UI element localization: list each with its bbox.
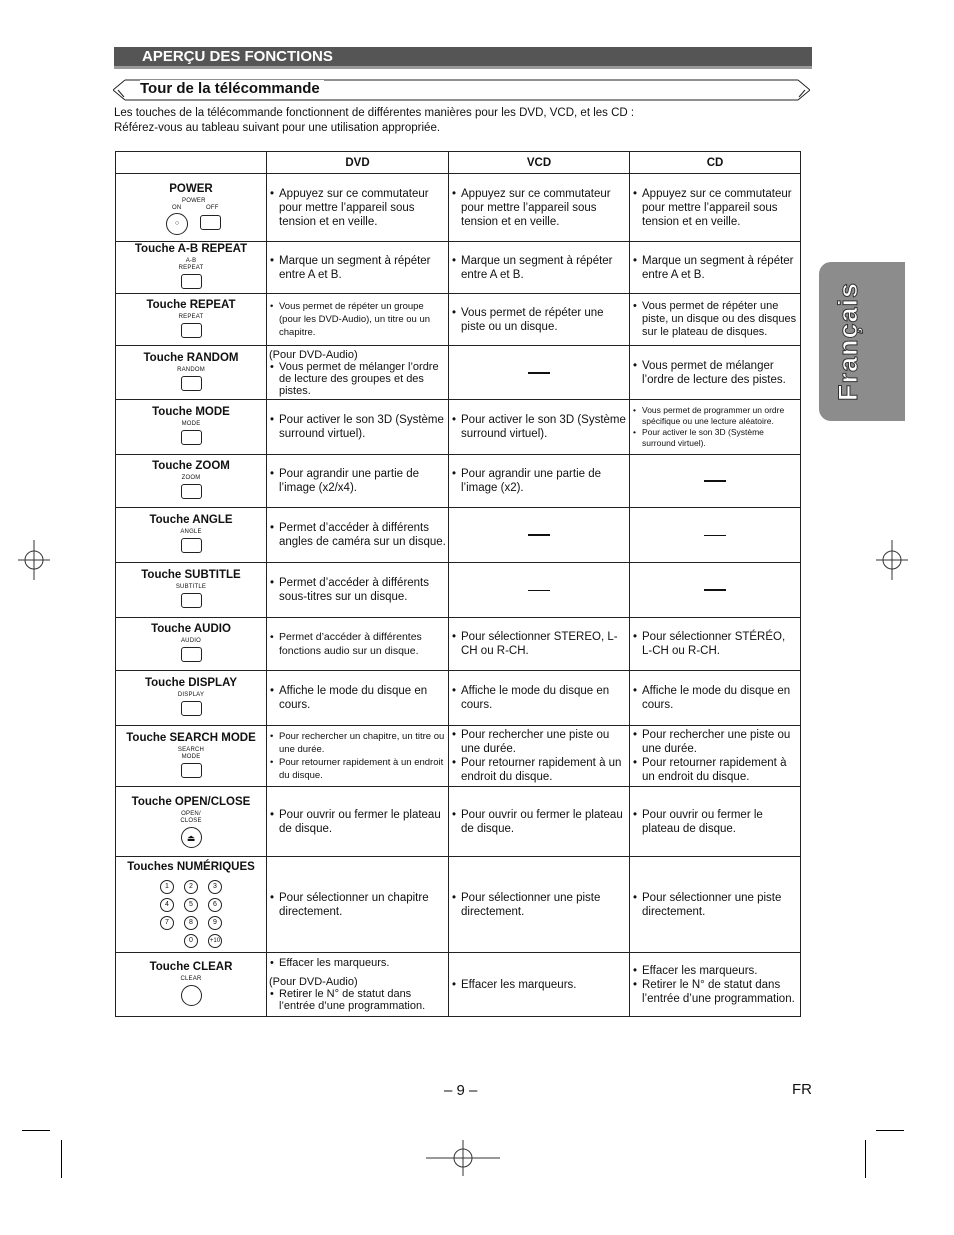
key-cell (116, 508, 267, 563)
key-label: MODE (181, 753, 201, 760)
header-dvd: DVD (267, 152, 449, 174)
crop-mark (61, 1140, 62, 1178)
dvd-cell (267, 857, 449, 953)
section-underline (114, 66, 812, 69)
description: • Pour retourner rapidement à un endroit du disque. (269, 756, 446, 782)
cd-cell (630, 508, 801, 563)
vcd-cell (449, 953, 630, 1017)
key-label: DISPLAY (177, 692, 205, 698)
key-label: REPEAT (178, 265, 204, 271)
registration-mark-icon (426, 1140, 500, 1176)
number-key[interactable]: 1 (160, 880, 174, 894)
dvd-cell (267, 508, 449, 563)
cd-cell (630, 455, 801, 508)
key-label: ZOOM (181, 475, 201, 481)
description: • Pour ouvrir ou fermer le plateau de disque. (451, 808, 627, 836)
table-header-row (116, 152, 801, 174)
description: • Permet d’accéder à différentes fonctions audio sur un disque. (269, 630, 446, 658)
key-cell (116, 294, 267, 346)
cd-cell (630, 563, 801, 618)
repeat-button[interactable] (181, 323, 202, 338)
not-applicable-dash (704, 535, 726, 536)
dvd-cell (267, 671, 449, 726)
not-applicable-dash (704, 589, 726, 591)
table-row (116, 563, 801, 618)
table-row (116, 726, 801, 787)
description: • Permet d’accéder à différents sous-titres sur un disque. (269, 576, 446, 604)
random-button[interactable] (181, 376, 202, 391)
description: • Pour rechercher une piste ou une durée. (632, 728, 798, 756)
description: • Marque un segment à répéter entre A et B. (632, 254, 798, 282)
key-name: Touche ZOOM (152, 460, 230, 472)
intro-paragraph (114, 106, 794, 136)
number-key[interactable]: 0 (184, 934, 198, 948)
key-label: REPEAT (178, 313, 204, 320)
vcd-cell (449, 726, 630, 787)
crop-mark (865, 1140, 866, 1178)
key-label: AUDIO (180, 638, 201, 644)
description: • Appuyez sur ce commutateur pour mettre l’appareil sous tension et en veille. (451, 187, 627, 229)
description: • Pour rechercher une piste ou une durée. (451, 728, 627, 756)
dvd-cell (267, 294, 449, 346)
not-applicable-dash (528, 534, 550, 536)
key-label: RANDOM (177, 366, 205, 373)
dvd-cell (267, 346, 449, 400)
vcd-cell (449, 671, 630, 726)
header-cd: CD (630, 152, 801, 174)
page-number: – 9 – (444, 1082, 478, 1099)
vcd-cell (449, 563, 630, 618)
key-label: ON (172, 204, 182, 211)
vcd-cell (449, 242, 630, 294)
description: • Pour ouvrir ou fermer le plateau de disque. (269, 808, 446, 836)
ab-repeat-button[interactable] (181, 274, 202, 289)
section-header-bar (114, 47, 812, 66)
vcd-cell (449, 400, 630, 455)
intro-line: Les touches de la télécommande fonctionnent de différentes manières pour les DVD, VCD, et les CD : (114, 107, 635, 119)
number-key[interactable]: 2 (184, 880, 198, 894)
key-cell (116, 346, 267, 400)
numeric-keypad (155, 878, 227, 950)
key-cell (116, 174, 267, 242)
description: • Effacer les marqueurs. (451, 978, 627, 992)
display-button[interactable] (181, 701, 202, 716)
key-name: Touche RANDOM (143, 351, 239, 364)
description: • Affiche le mode du disque en cours. (451, 684, 627, 712)
power-on-button[interactable]: ○ (166, 213, 188, 235)
key-label: A-B (185, 258, 197, 264)
key-cell (116, 787, 267, 857)
key-name: Touche REPEAT (146, 298, 236, 311)
clear-button[interactable] (181, 985, 202, 1006)
key-label: ANGLE (180, 529, 202, 535)
vcd-cell (449, 618, 630, 671)
dvd-cell (267, 563, 449, 618)
key-name: Touche SEARCH MODE (126, 731, 256, 744)
key-cell (116, 242, 267, 294)
table-row (116, 242, 801, 294)
key-label: POWER (182, 197, 206, 204)
angle-button[interactable] (181, 538, 202, 553)
description: • Pour sélectionner STÉRÉO, L-CH ou R-CH. (632, 630, 798, 658)
key-label: SEARCH (177, 746, 205, 753)
table-row (116, 455, 801, 508)
dvd-cell (267, 726, 449, 787)
description: • Marque un segment à répéter entre A et B. (269, 254, 446, 282)
number-key[interactable]: 5 (184, 898, 198, 912)
dvd-cell (267, 174, 449, 242)
key-name: Touche DISPLAY (144, 677, 238, 689)
description: • Effacer les marqueurs. (632, 964, 798, 978)
eject-icon: ⏏ (186, 832, 196, 843)
dvd-cell (267, 455, 449, 508)
table-row (116, 857, 801, 953)
key-name: POWER (169, 182, 213, 195)
vcd-cell (449, 455, 630, 508)
description: • Pour agrandir une partie de l’image (x2). (451, 467, 627, 495)
number-key[interactable]: 8 (184, 916, 198, 930)
dvd-audio-note: (Pour DVD-Audio) (269, 976, 358, 988)
registration-mark-icon (876, 540, 908, 580)
cd-cell (630, 857, 801, 953)
description: • Appuyez sur ce commutateur pour mettre l’appareil sous tension et en veille. (269, 187, 446, 229)
dvd-cell (267, 618, 449, 671)
zoom-button[interactable] (181, 484, 202, 499)
key-name: Touche SUBTITLE (141, 569, 241, 581)
key-name: Touche MODE (152, 406, 230, 418)
description: • Vous permet de programmer un ordre spécifique ou une lecture aléatoire. (632, 405, 798, 427)
vcd-cell (449, 346, 630, 400)
table-row (116, 787, 801, 857)
number-key[interactable]: 7 (160, 916, 174, 930)
search-mode-button[interactable] (181, 763, 202, 778)
key-label: OPEN/ (181, 811, 201, 817)
vcd-cell (449, 787, 630, 857)
table-row (116, 953, 801, 1017)
language-tab-label-wrap (819, 262, 879, 421)
description: • Retirer le N° de statut dans l’entrée d’une programmation. (269, 988, 446, 1012)
registration-mark-icon (18, 540, 50, 580)
intro-line: Référez-vous au tableau suivant pour une utilisation appropriée. (114, 122, 441, 134)
description: • Pour sélectionner STEREO, L-CH ou R-CH. (451, 630, 627, 658)
vcd-cell (449, 508, 630, 563)
description: • Pour agrandir une partie de l’image (x2/x4). (269, 467, 446, 495)
description: • Vous permet de mélanger l’ordre de lecture des groupes et des pistes. (269, 361, 446, 397)
cd-cell (630, 242, 801, 294)
header-key (116, 152, 267, 174)
subsection-title: Tour de la télécommande (140, 80, 324, 98)
key-cell (116, 618, 267, 671)
language-code: FR (792, 1081, 812, 1098)
description: • Vous permet de répéter une piste ou un disque. (451, 306, 627, 334)
description: • Retirer le N° de statut dans l’entrée d’une programmation. (632, 978, 798, 1006)
dvd-cell (267, 787, 449, 857)
not-applicable-dash (528, 590, 550, 591)
description: • Permet d’accéder à différents angles de caméra sur un disque. (269, 521, 446, 549)
key-label: OFF (206, 204, 219, 211)
number-key[interactable]: 6 (208, 898, 222, 912)
header-vcd: VCD (449, 152, 630, 174)
key-name: Touche CLEAR (149, 960, 233, 973)
description: • Affiche le mode du disque en cours. (632, 684, 798, 712)
table-row (116, 174, 801, 242)
language-tab-label: Français (833, 281, 864, 402)
key-name: Touche OPEN/CLOSE (131, 796, 251, 808)
cd-cell (630, 787, 801, 857)
crop-mark (22, 1130, 50, 1131)
open-close-button[interactable] (181, 827, 202, 848)
not-applicable-dash (528, 372, 550, 374)
cd-cell (630, 346, 801, 400)
table-row (116, 508, 801, 563)
table-row (116, 671, 801, 726)
key-cell (116, 563, 267, 618)
remote-functions-table (115, 151, 801, 1017)
vcd-cell (449, 857, 630, 953)
dvd-audio-note: (Pour DVD-Audio) (269, 348, 358, 361)
number-key[interactable]: 3 (208, 880, 222, 894)
number-key[interactable]: 9 (208, 916, 222, 930)
description: • Pour activer le son 3D (Système surround virtuel). (451, 413, 627, 441)
vcd-cell (449, 294, 630, 346)
not-applicable-dash (704, 480, 726, 482)
key-label: CLEAR (180, 975, 202, 982)
mode-button[interactable] (181, 430, 202, 445)
description: • Pour sélectionner un chapitre directement. (269, 891, 446, 919)
description: • Appuyez sur ce commutateur pour mettre l’appareil sous tension et en veille. (632, 187, 798, 229)
description: • Pour sélectionner une piste directement. (632, 891, 798, 919)
description: • Vous permet de mélanger l’ordre de lecture des pistes. (632, 359, 798, 387)
cd-cell (630, 618, 801, 671)
key-cell (116, 671, 267, 726)
key-cell (116, 953, 267, 1017)
section-title: APERÇU DES FONCTIONS (142, 48, 333, 65)
power-off-button[interactable] (200, 215, 221, 230)
description: • Effacer les marqueurs. (269, 957, 446, 969)
description: • Pour ouvrir ou fermer le plateau de disque. (632, 808, 798, 836)
vcd-cell (449, 174, 630, 242)
key-cell (116, 726, 267, 787)
description: • Marque un segment à répéter entre A et B. (451, 254, 627, 282)
table-row (116, 400, 801, 455)
table-row (116, 346, 801, 400)
subtitle-button[interactable] (181, 593, 202, 608)
cd-cell (630, 726, 801, 787)
description: • Affiche le mode du disque en cours. (269, 684, 446, 712)
key-name: Touche AUDIO (151, 623, 231, 635)
description: • Pour activer le son 3D (Système surround virtuel). (269, 413, 446, 441)
dvd-cell (267, 953, 449, 1017)
key-cell (116, 857, 267, 953)
cd-cell (630, 953, 801, 1017)
description: • Pour retourner rapidement à un endroit du disque. (451, 756, 627, 784)
key-cell (116, 455, 267, 508)
audio-button[interactable] (181, 647, 202, 662)
key-label: MODE (181, 421, 201, 427)
key-name: Touches NUMÉRIQUES (127, 860, 255, 873)
number-key[interactable]: 4 (160, 898, 174, 912)
table-row (116, 294, 801, 346)
description: • Pour activer le son 3D (Système surround virtuel). (632, 427, 798, 449)
description: • Vous permet de répéter une piste, un disque ou des disques sur le plateau de disques. (632, 300, 798, 339)
key-label: CLOSE (180, 818, 202, 824)
key-cell (116, 400, 267, 455)
description: • Pour retourner rapidement à un endroit du disque. (632, 756, 798, 784)
description: • Pour rechercher un chapitre, un titre ou une durée. (269, 730, 446, 756)
cd-cell (630, 671, 801, 726)
key-name: Touche A-B REPEAT (134, 243, 248, 255)
table-row (116, 618, 801, 671)
cd-cell (630, 400, 801, 455)
dvd-cell (267, 400, 449, 455)
key-label: SUBTITLE (175, 584, 207, 590)
cd-cell (630, 294, 801, 346)
crop-mark (876, 1130, 904, 1131)
power-button-group (118, 198, 264, 234)
cd-cell (630, 174, 801, 242)
description: • Vous permet de répéter un groupe (pour les DVD-Audio), un titre ou un chapitre. (269, 300, 446, 339)
key-name: Touche ANGLE (149, 514, 233, 526)
description: • Pour sélectionner une piste directement. (451, 891, 627, 919)
plus-ten-key[interactable]: +10 (208, 934, 222, 948)
dvd-cell (267, 242, 449, 294)
